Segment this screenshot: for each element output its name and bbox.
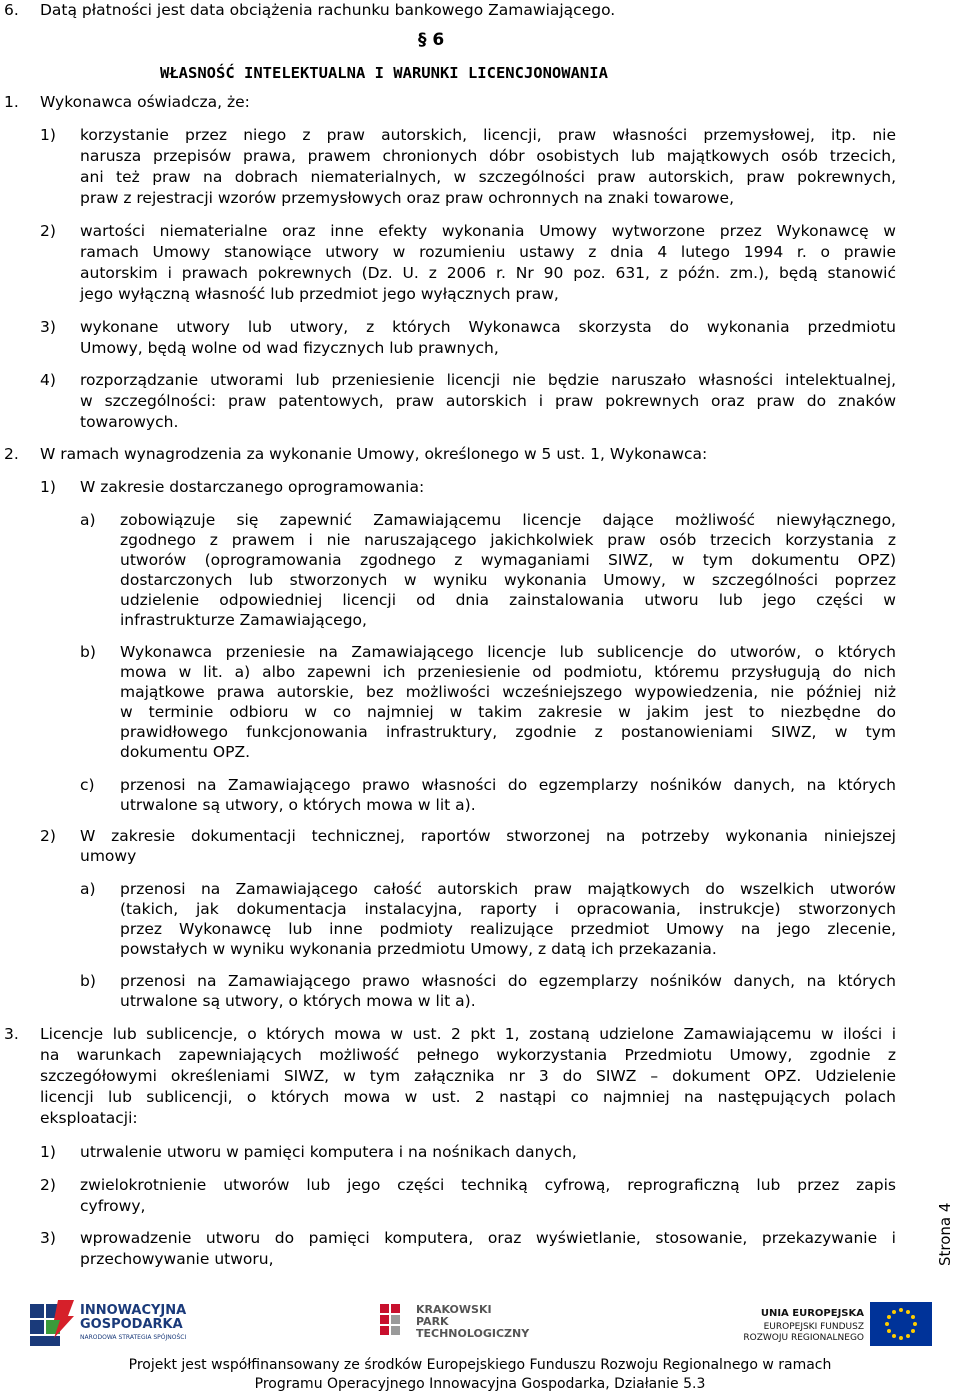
p2-1-b-line: Wykonawca przeniesie na Zamawiającego licencje lub sublicencje do utworów, o których [120,643,896,661]
p2-item-2-line: W zakresie dokumentacji technicznej, raportów stworzonej na potrzeby wykonania niniejszej [80,827,896,845]
p3-item-2-line: zwielokrotnienie utworów lub jego części techniką cyfrową, reprograficzną lub przez zapis [80,1176,896,1194]
p2-1-b-line: dokumentu OPZ. [120,743,251,761]
paragraph-3-line: licencji lub sublicencji, o których mowa w ust. 2 nastąpi co najmniej na następujących polach [40,1088,896,1106]
paragraph-3-line: szczegółowymi określeniami SIWZ, w tym załącznika nr 3 do SIWZ – dokument OPZ. Udzielenie [40,1067,896,1085]
eu-title-2: EUROPEJSKI FUNDUSZ [763,1322,864,1332]
p2-1-c-line: przenosi na Zamawiającego prawo własności do egzemplarzy nośników danych, na których [120,776,896,794]
kpt-logo [378,1298,530,1350]
paragraph-3-line: eksploatacji: [40,1109,138,1127]
ig-title-1: INNOWACYJNA [80,1303,187,1318]
paragraph-1-number: 1. [4,93,19,111]
p2-item-2-number: 2) [40,827,56,845]
p2-1-a-line: dostarczonych lub stworzonych w wyniku wykonania Umowy, w szczególności poprzez [120,571,896,589]
p2-2-b-line: przenosi na Zamawiającego prawo własności do egzemplarzy nośników danych, na których [120,972,896,990]
section-number: § 6 [418,30,445,50]
page-number-label: Strona 4 [936,1202,954,1266]
ig-title-2: GOSPODARKA [80,1317,183,1332]
p1-item-2-line: autorskim i prawach pokrewnych (Dz. U. z 2006 r. Nr 90 poz. 631, z późn. zm.), będą stanowić [80,264,896,282]
ig-emblem-icon [28,1298,76,1348]
p1-item-1-number: 1) [40,126,56,144]
paragraph-3-line: na warunkach zapewniających możliwość pełnego wykorzystania Przedmiotu Umowy, zgodnie z [40,1046,896,1064]
paragraph-2-text: W ramach wynagrodzenia za wykonanie Umowy, określonego w 5 ust. 1, Wykonawca: [40,445,708,463]
p2-2-a-line: przez Wykonawcę lub inne podmioty realizujące przedmiot Umowy na jego zlecenie, [120,920,896,938]
item6-number: 6. [4,1,19,19]
paragraph-3-line: Licencje lub sublicencje, o których mowa w ust. 2 pkt 1, zostaną udzielone Zamawiającemu w ilości i [40,1025,896,1043]
paragraph-3-number: 3. [4,1025,19,1043]
p2-1-c-letter: c) [80,776,95,794]
p1-item-2-line: ramach Umowy stanowiące utwory w rozumieniu ustawy z dnia 4 lutego 1994 r. o prawie [80,243,896,261]
eu-logo [684,1298,934,1350]
p1-item-4-line: w szczególności: praw patentowych, praw autorskich i praw pokrewnych oraz praw do znaków [80,392,896,410]
footer-line-2: Programu Operacyjnego Innowacyjna Gospodarka, Działanie 5.3 [254,1376,706,1392]
p2-1-a-line: infrastrukturze Zamawiającego, [120,611,367,629]
p2-1-b-line: majątkowe prawa autorskie, bez możliwości wcześniejszego wypowiedzenia, nie później niż [120,683,896,701]
p2-2-b-letter: b) [80,972,96,990]
p2-1-b-letter: b) [80,643,96,661]
kpt-title-2: PARK [416,1315,449,1328]
eu-title-1: UNIA EUROPEJSKA [760,1308,864,1319]
p2-1-c-line: utrwalone są utwory, o których mowa w lit a). [120,796,476,814]
p3-item-2-number: 2) [40,1176,56,1194]
footer-line-1: Projekt jest współfinansowany ze środków Europejskiego Funduszu Rozwoju Regionalnego w ramach [128,1357,832,1373]
paragraph-2-number: 2. [4,445,19,463]
p1-item-2-line: wartości niematerialne oraz inne efekty wykonania Umowy wytworzone przez Wykonawcę w [80,222,896,240]
p2-2-a-line: przenosi na Zamawiającego całość autorskich praw majątkowych do wszelkich utworów [120,880,896,898]
p2-1-b-line: prawidłowego funkcjonowania infrastruktury, zgodnie z postanowieniami SIWZ, w tym [120,723,896,741]
p1-item-3-number: 3) [40,318,56,336]
p3-item-1-number: 1) [40,1143,56,1161]
p2-item-1-number: 1) [40,478,56,496]
eu-flag-icon [870,1302,932,1346]
p1-item-4-line: rozporządzanie utworami lub przeniesienie licencji nie będzie naruszało własności intelektualnej, [80,371,896,389]
p2-2-a-line: powstałych w wyniku wykonania przedmiotu Umowy, z datą ich przekazania. [120,940,717,958]
p2-1-a-line: utworów (oprogramowania zgodnego z wymaganiami SIWZ, w tym dokumentu OPZ) [120,551,896,569]
p1-item-4-line: towarowych. [80,413,179,431]
p1-item-1-line: praw z rejestracji wzorów przemysłowych oraz praw ochronnych na znaki towarowe, [80,189,735,207]
p3-item-3-line: przechowywanie utworu, [80,1250,274,1268]
eu-title-3: ROZWOJU REGIONALNEGO [743,1333,864,1343]
kpt-title-3: TECHNOLOGICZNY [416,1327,530,1340]
p2-1-a-line: zgodnego z prawem i nie naruszającego jakichkolwiek praw osób trzecich korzystania z [120,531,896,549]
p3-item-3-number: 3) [40,1229,56,1247]
p1-item-4-number: 4) [40,371,56,389]
p1-item-3-line: Umowy, będą wolne od wad fizycznych lub prawnych, [80,339,499,357]
p1-item-1-line: ani też praw na dobrach niematerialnych, w szczególności praw autorskich, praw pokrewnych, [80,168,896,186]
ig-subtitle: NARODOWA STRATEGIA SPÓJNOŚCI [80,1334,187,1341]
p2-item-1-text: W zakresie dostarczanego oprogramowania: [80,478,425,496]
p1-item-3-line: wykonane utwory lub utwory, z których Wykonawca skorzysta do wykonania przedmiotu [80,318,896,336]
innowacyjna-gospodarka-logo [28,1298,218,1350]
p2-2-a-letter: a) [80,880,96,898]
item6-text: Datą płatności jest data obciążenia rachunku bankowego Zamawiającego. [40,1,616,19]
p1-item-2-line: jego wyłączną własność lub przedmiot jego wyłącznych praw, [80,285,559,303]
p1-item-1-line: narusza przepisów prawa, prawem chronionych dóbr osobistych lub majątkowych osób trzecich, [80,147,896,165]
section-title: WŁASNOŚĆ INTELEKTUALNA I WARUNKI LICENCJONOWANIA [160,64,608,82]
p2-1-b-line: w terminie odbioru w co najmniej w takim zakresie w jakim jest to niezbędne do [120,703,896,721]
kpt-emblem-icon [378,1302,412,1342]
p2-1-a-line: udzielenie odpowiedniej licencji od dnia zainstalowania utworu lub jego części w [120,591,896,609]
p2-2-a-line: (takich, jak dokumentacja instalacyjna, raporty i opracowania, instrukcje) stworzonych [120,900,896,918]
p3-item-3-line: wprowadzenie utworu do pamięci komputera, oraz wyświetlanie, stosowanie, przekazywanie i [80,1229,896,1247]
p3-item-1-text: utrwalenie utworu w pamięci komputera i na nośnikach danych, [80,1143,577,1161]
p2-item-2-line: umowy [80,847,137,865]
p3-item-2-line: cyfrowy, [80,1197,146,1215]
footer-logos [0,1298,960,1350]
kpt-title-1: KRAKOWSKI [416,1303,492,1316]
p2-1-a-letter: a) [80,511,96,529]
p2-1-b-line: mowa w lit. a) albo zapewni ich przeniesienie od podmiotu, któremu przysługują do nich [120,663,896,681]
paragraph-1-text: Wykonawca oświadcza, że: [40,93,250,111]
p2-2-b-line: utrwalone są utwory, o których mowa w lit a). [120,992,476,1010]
p1-item-1-line: korzystanie przez niego z praw autorskich, licencji, praw własności przemysłowej, itp. nie [80,126,896,144]
p2-1-a-line: zobowiązuje się zapewnić Zamawiającemu licencje dające możliwość niewyłącznego, [120,511,896,529]
p1-item-2-number: 2) [40,222,56,240]
